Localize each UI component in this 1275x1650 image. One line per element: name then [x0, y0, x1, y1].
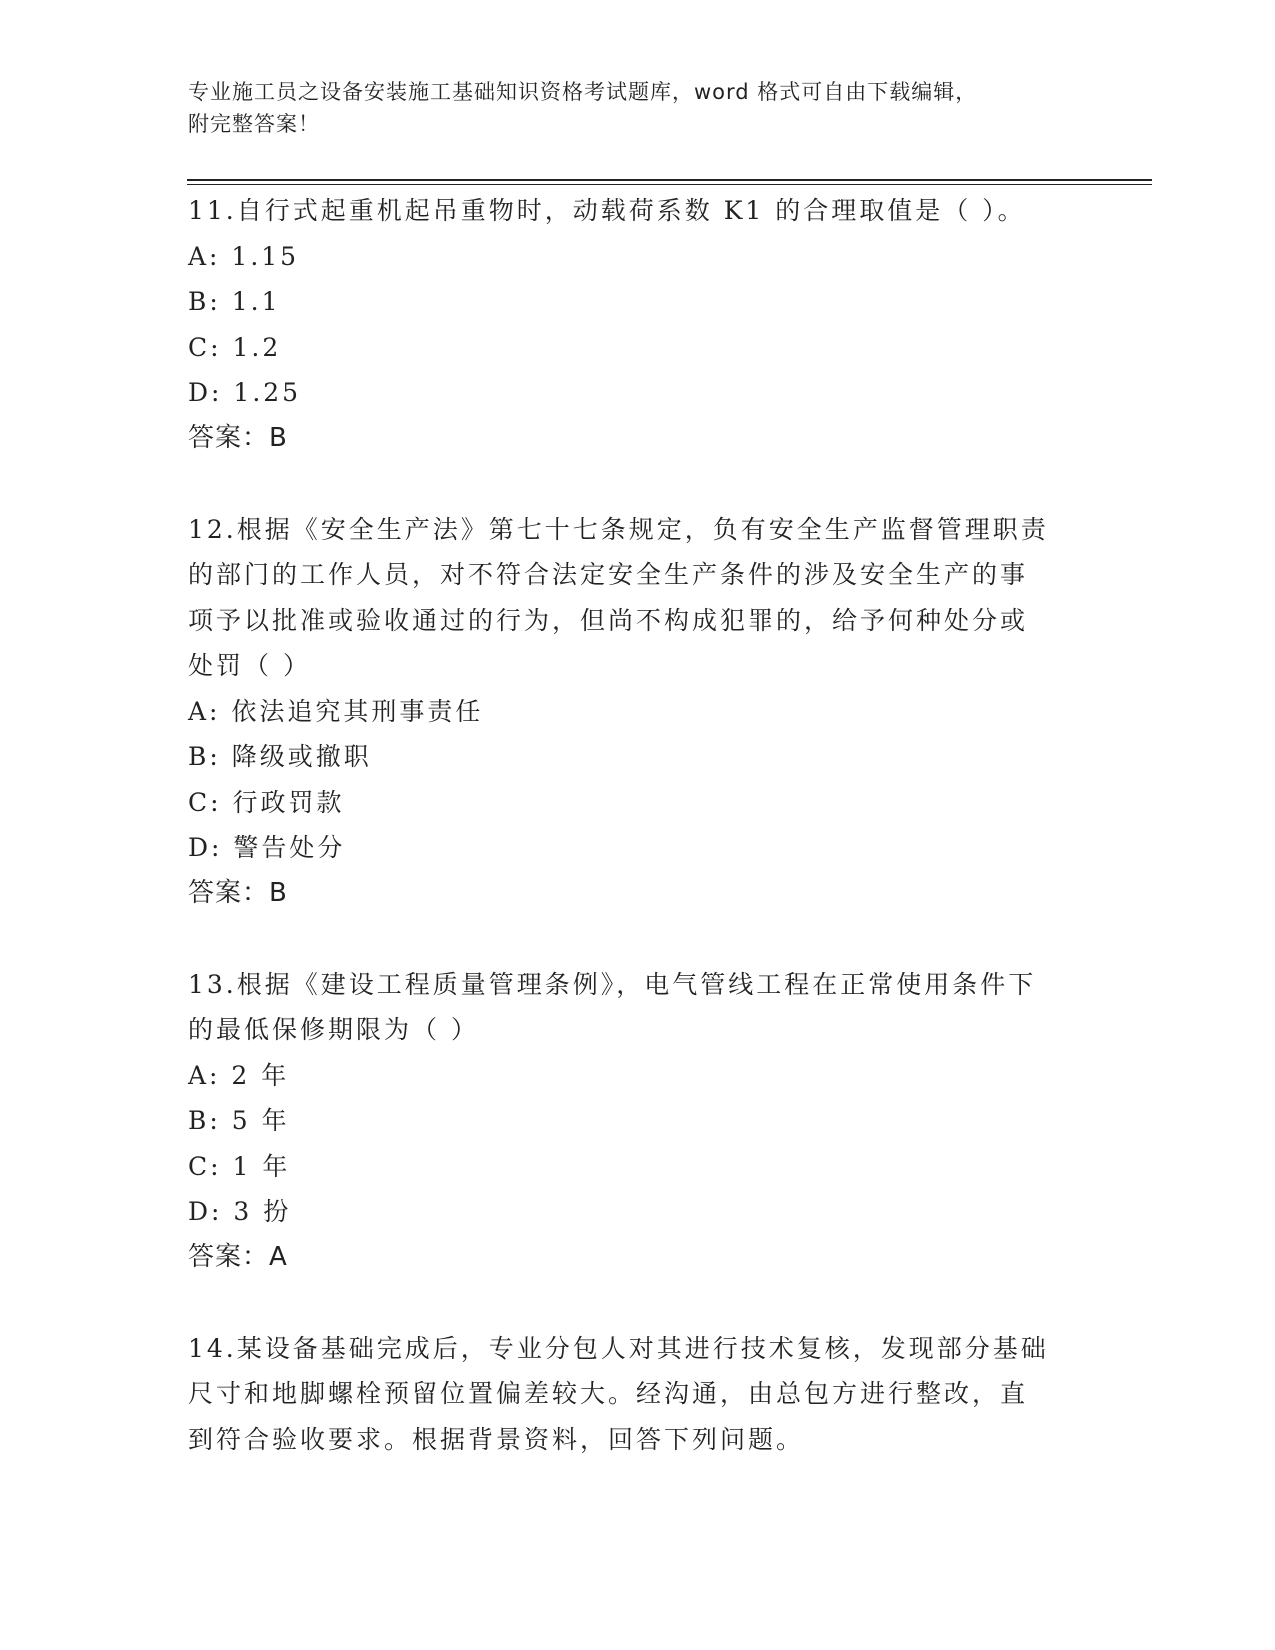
option-d: D: 3 扮 [188, 1197, 292, 1226]
question-14 [188, 1326, 1088, 1463]
option-a: A: 依法追究其刑事责任 [188, 696, 484, 726]
question-11 [188, 188, 1088, 461]
question-stem-line: 13.根据《建设工程质量管理条例》，电气管线工程在正常使用条件下 [188, 969, 1037, 999]
option-b: B: 1.1 [188, 287, 281, 316]
answer-line: 答案：B [188, 877, 288, 908]
question-12 [188, 507, 1088, 917]
option-d: D: 1.25 [188, 378, 302, 407]
header-divider-thick [187, 179, 1152, 181]
option-c: C: 行政罚款 [188, 787, 345, 817]
option-b: B: 降级或撤职 [188, 742, 372, 771]
document-header [188, 76, 1088, 140]
question-stem-line: 11.自行式起重机起吊重物时，动载荷系数 K1 的合理取值是（ ）。 [188, 196, 1026, 225]
question-stem-line: 项予以批准或验收通过的行为，但尚不构成犯罪的，给予何种处分或 [188, 605, 1029, 635]
answer-line: 答案：A [188, 1241, 288, 1272]
option-c: C: 1 年 [188, 1151, 291, 1181]
header-line-2: 附完整答案！ [188, 112, 320, 136]
question-stem-line: 的部门的工作人员，对不符合法定安全生产条件的涉及安全生产的事 [188, 560, 1029, 589]
question-stem-line: 到符合验收要求。根据背景资料，回答下列问题。 [188, 1424, 805, 1454]
question-stem-line: 尺寸和地脚螺栓预留位置偏差较大。经沟通，由总包方进行整改，直 [188, 1379, 1029, 1408]
question-stem-line: 12.根据《安全生产法》第七十七条规定，负有安全生产监督管理职责 [188, 514, 1049, 544]
header-line-1: 专业施工员之设备安装施工基础知识资格考试题库，word 格式可自由下载编辑， [188, 80, 978, 104]
option-b: B: 5 年 [188, 1106, 290, 1135]
question-stem-line: 的最低保修期限为（ ） [188, 1015, 479, 1044]
question-13 [188, 962, 1088, 1281]
header-divider-thin [187, 184, 1152, 185]
question-spacer [188, 1280, 1088, 1326]
option-c: C: 1.2 [188, 332, 282, 362]
option-a: A: 1.15 [188, 241, 300, 271]
question-spacer [188, 916, 1088, 962]
question-stem-line: 处罚（ ） [188, 651, 311, 680]
question-list [188, 188, 1088, 1462]
option-a: A: 2 年 [188, 1060, 290, 1090]
question-stem-line: 14.某设备基础完成后，专业分包人对其进行技术复核，发现部分基础 [188, 1333, 1049, 1363]
question-spacer [188, 461, 1088, 507]
answer-line: 答案：B [188, 422, 288, 453]
option-d: D: 警告处分 [188, 833, 346, 862]
